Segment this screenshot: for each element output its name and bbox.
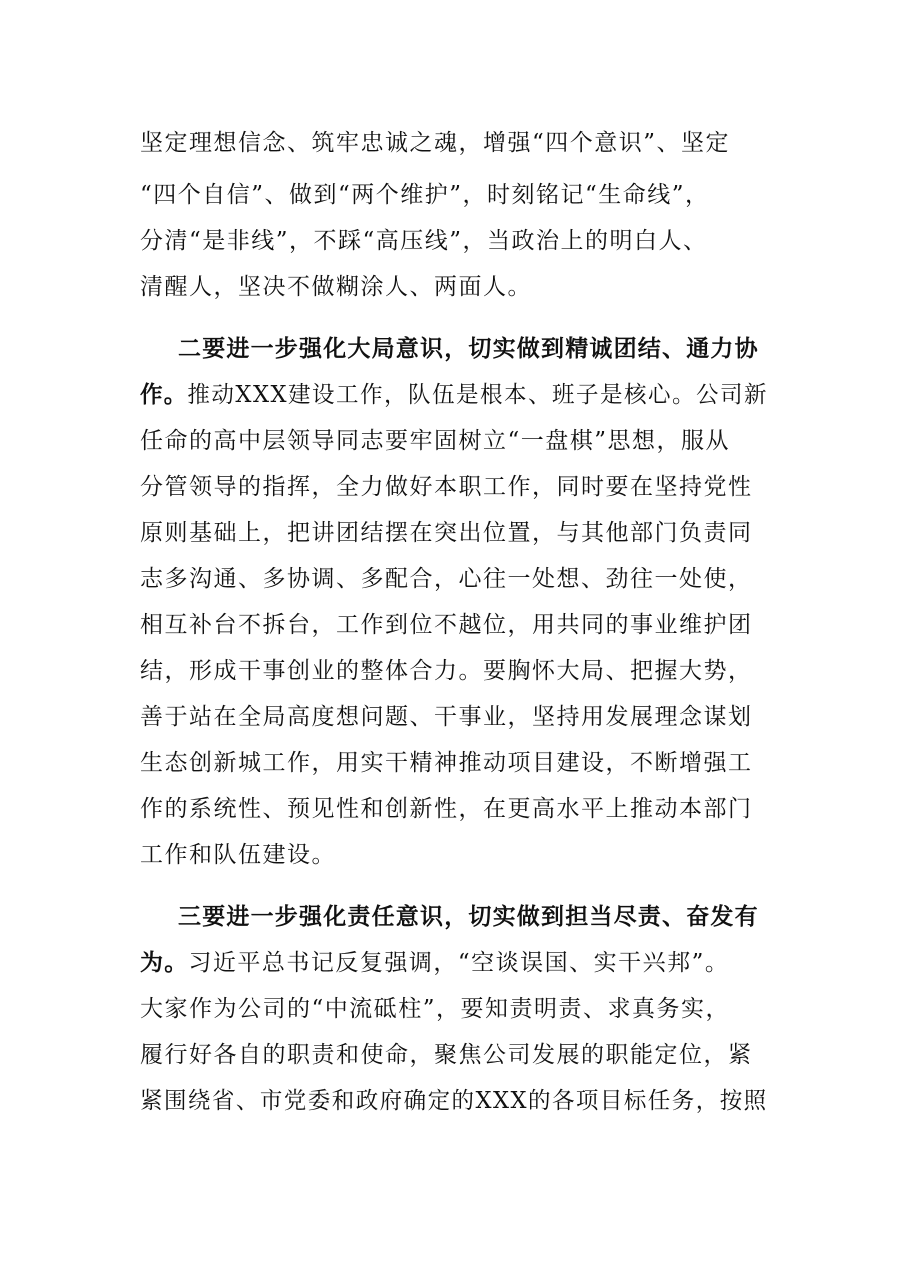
p2-line-6: 志多沟通、多协调、多配合，心往一处想、劲往一处使， [140,566,753,592]
p1-line-4: 清醒人，坚决不做糊涂人、两面人。 [140,274,532,300]
p3-line-2 [140,948,729,978]
p2-line-4: 分管领导的指挥，全力做好本职工作，同时要在坚持党性 [140,474,753,500]
p2-heading-line-1: 二要进一步强化大局意识，切实做到精诚团结、通力协 [178,336,759,362]
p1-line-1: 坚定理想信念、筑牢忠诚之魂，增强“四个意识”、坚定 [140,130,731,156]
p3-line-5: 紧围绕省、市党委和政府确定的XXX的各项目标任务，按照 [140,1088,768,1114]
p2-line-10: 生态创新城工作，用实干精神推动项目建设，不断增强工 [140,750,753,776]
p3-line-2-text: 习近平总书记反复强调，“空谈误国、实干兴邦”。 [188,950,730,976]
p3-heading-line-1: 三要进一步强化责任意识，切实做到担当尽责、奋发有 [178,904,759,930]
p2-line-7: 相互补台不拆台，工作到位不越位，用共同的事业维护团 [140,612,753,638]
p3-heading-end: 为。 [140,950,189,976]
p2-line-11: 作的系统性、预见性和创新性，在更高水平上推动本部门 [140,796,753,822]
p1-line-2: “四个自信”、做到“两个维护”，时刻铭记“生命线”， [140,182,710,208]
p2-line-5: 原则基础上，把讲团结摆在突出位置，与其他部门负责同 [140,520,753,546]
p2-line-9: 善于站在全局高度想问题、干事业，坚持用发展理念谋划 [140,704,753,730]
p2-line-3: 任命的高中层领导同志要牢固树立“一盘棋”思想，服从 [140,428,731,454]
p2-heading-end: 作。 [140,382,188,408]
p2-line-2 [140,380,768,410]
p2-line-12: 工作和队伍建设。 [140,842,336,868]
p2-line-8: 结，形成干事创业的整体合力。要胸怀大局、把握大势， [140,658,753,684]
p1-line-3: 分清“是非线”，不踩“高压线”，当政治上的明白人、 [140,228,708,254]
p3-line-4: 履行好各自的职责和使命，聚焦公司发展的职能定位，紧 [140,1042,753,1068]
p2-line-2-text: 推动XXX建设工作，队伍是根本、班子是核心。公司新 [187,382,769,408]
p3-line-3: 大家作为公司的“中流砥柱”，要知责明责、求真务实， [140,996,731,1022]
